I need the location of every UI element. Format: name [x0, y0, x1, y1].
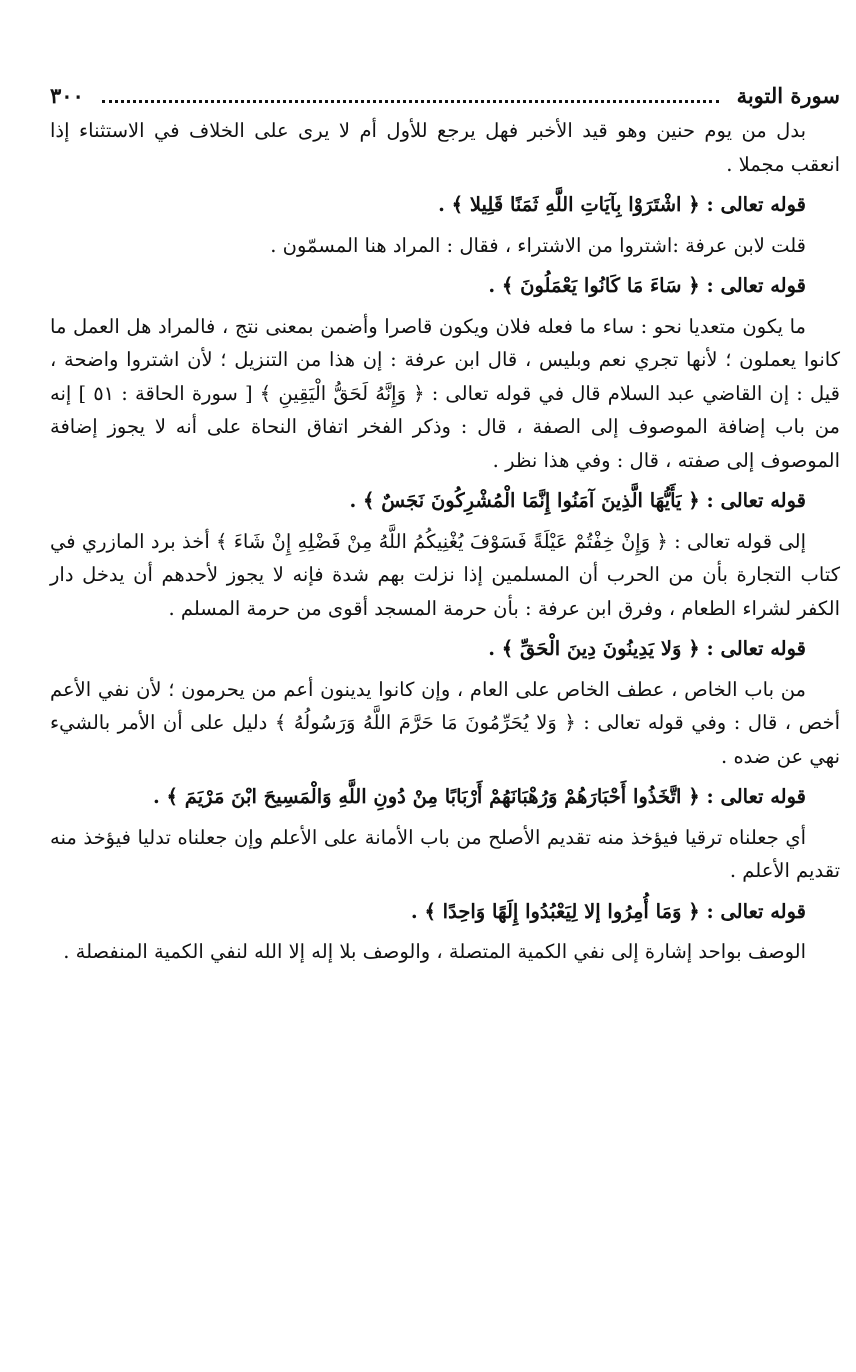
verse-heading: قوله تعالى : ﴿ اشْتَرَوْا بِآيَاتِ اللَّهِ ثَمَنًا قَلِيلا ﴾ . [438, 193, 806, 216]
paragraph: بدل من يوم حنين وهو قيد الأخبر فهل يرجع للأول أم لا يرى على الخلاف في الاستثناء إذا انعقب مجملا . [50, 119, 840, 176]
verse-heading: قوله تعالى : ﴿ يَأَيُّهَا الَّذِينَ آمَنُوا إِنَّمَا الْمُشْرِكُونَ نَجَسٌ ﴾ . [349, 489, 806, 512]
page-header [50, 76, 840, 114]
surah-title: سورة التوبة [736, 82, 840, 108]
book-page [50, 76, 840, 976]
paragraph: الوصف بواحد إشارة إلى نفي الكمية المتصلة ، والوصف بلا إله إلا الله لنفي الكمية المنفصلة . [63, 940, 806, 963]
paragraph: إلى قوله تعالى : ﴿ وَإِنْ خِفْتُمْ عَيْلَةً فَسَوْفَ يُغْنِيكُمُ اللَّهُ مِنْ فَضْلِهِ إِنْ شَاءَ ﴾ أخذ برد المازري في كتاب التجارة بأن من الحرب أن المسلمين إذا نزلت بهم شدة فإنه لا يجوز لأحدهم أن يدخل دار الكفر لشراء الطعام ، وفرق ابن عرفة : بأن حرمة المسجد أقوى من حرمة المسلم . [50, 529, 840, 620]
page-number: ٣٠٠ [50, 82, 84, 108]
verse-heading: قوله تعالى : ﴿ سَاءَ مَا كَانُوا يَعْمَلُونَ ﴾ . [488, 274, 806, 297]
paragraph: من باب الخاص ، عطف الخاص على العام ، وإن كانوا يدينون أعم من يحرمون ؛ لأن نفي الأعم أخص ، قال : وفي قوله تعالى : ﴿ وَلا يُحَرِّمُونَ مَا حَرَّمَ اللَّهُ وَرَسُولُهُ ﴾ دليل على أن الأمر بالشيء نهي عن ضده . [50, 677, 840, 768]
paragraph: ما يكون متعديا نحو : ساء ما فعله فلان ويكون قاصرا وأضمن بمعنى نتج ، فالمراد هل العمل ما كانوا يعملون ؛ لأنها تجري نعم وبليس ، قال ابن عرفة : إن هذا من التنزيل ؛ لأن اشتروا واضحة ، قيل : إن القاضي عبد السلام قال في قوله تعالى : ﴿ وَإِنَّهُ لَحَقُّ الْيَقِينِ ﴾ [ سورة الحاقة : ٥١ ] إنه من باب إضافة الموصوف إلى الصفة ، قال : وذكر الفخر اتفاق النحاة على أنه لا يجوز إضافة الموصوف إلى صفته ، قال : وفي هذا نظر . [50, 314, 840, 472]
verse-heading: قوله تعالى : ﴿ وَلا يَدِينُونَ دِينَ الْحَقِّ ﴾ . [488, 637, 806, 660]
paragraph: قلت لابن عرفة :اشتروا من الاشتراء ، فقال : المراد هنا المسمّون . [270, 233, 806, 257]
verse-heading: قوله تعالى : ﴿ اتَّخَذُوا أَحْبَارَهُمْ وَرُهْبَانَهُمْ أَرْبَابًا مِنْ دُونِ اللَّهِ وَالْمَسِيحَ ابْنَ مَرْيَمَ ﴾ . [152, 785, 806, 808]
verse-heading: قوله تعالى : ﴿ وَمَا أُمِرُوا إلا لِيَعْبُدُوا إِلَهًا وَاحِدًا ﴾ . [410, 899, 806, 923]
paragraph: أي جعلناه ترقيا فيؤخذ منه تقديم الأصلح من باب الأمانة على الأعلم وإن جعلناه تدليا فيؤخذ منه تقديم الأعلم . [50, 825, 840, 882]
page-content [50, 114, 840, 969]
header-dotted-rule [102, 100, 719, 103]
